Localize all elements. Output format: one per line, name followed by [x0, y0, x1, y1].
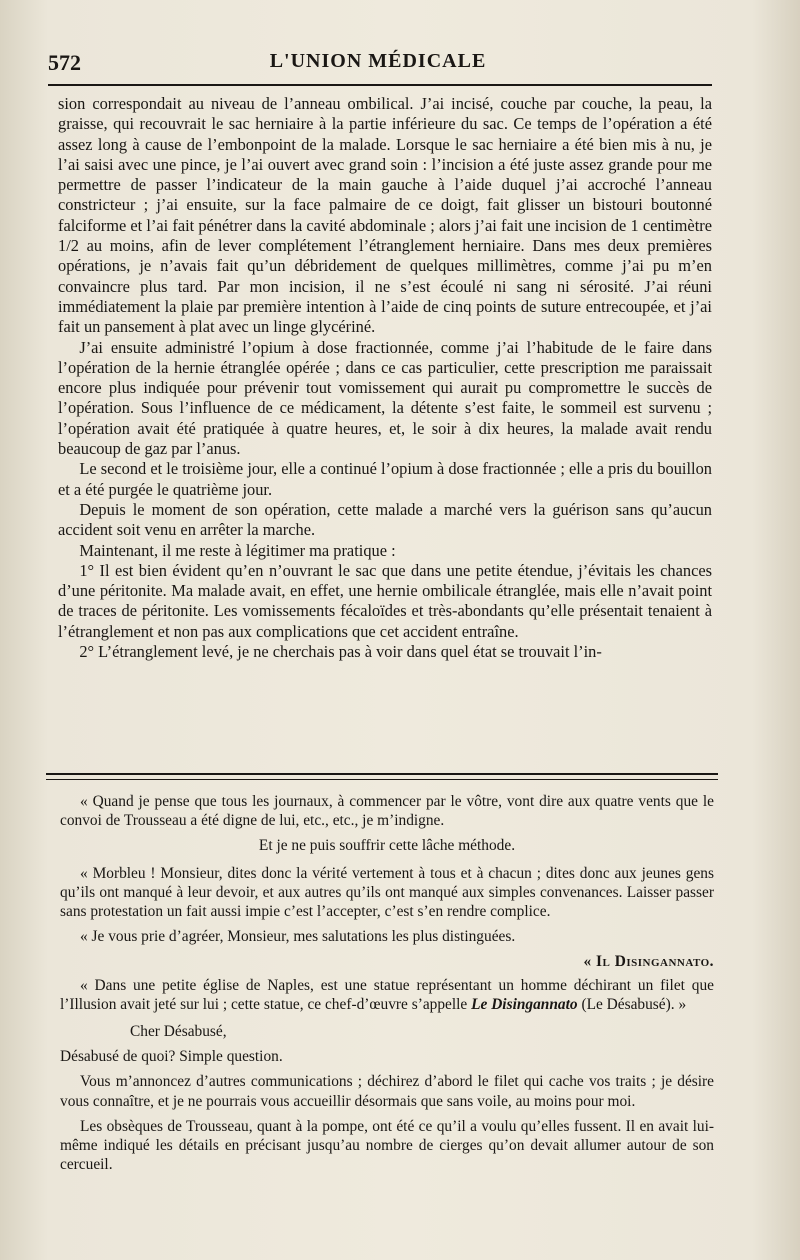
letter-paragraph: « Morbleu ! Monsieur, dites donc la vérité vertement à tous et à chacun ; dites donc aux jeunes gens qu’ils ont manqué à leur devoir, et aux autres qu’ils ont manqué aux simples convenances. Laisser passer sans protestation un fait aussi impie c’est l’accepter, c’est s’en rendre complice.: [60, 864, 714, 921]
salutation: Cher Désabusé,: [130, 1023, 227, 1041]
page-header: [48, 44, 708, 82]
article-body: [58, 94, 712, 662]
letter-paragraph: [60, 976, 714, 1014]
letter-paragraph: « Je vous prie d’agréer, Monsieur, mes salutations les plus distinguées.: [80, 928, 516, 946]
body-paragraph: 1° Il est bien évident qu’en n’ouvrant le sac que dans une petite étendue, j’évitais les chances d’une péritonite. Ma malade avait, en effet, une hernie ombilicale étranglée, mais elle n’avait point de traces de péritonite. Les vomissements fécaloïdes et très-abondants qu’elle présentait tenaient à l’étranglement et non pas aux complications que cet accident entraîne.: [58, 560, 712, 641]
statue-name: Le Disingannato: [471, 995, 578, 1013]
reply-paragraph: Désabusé de quoi? Simple question.: [60, 1048, 283, 1066]
body-paragraph: sion correspondait au niveau de l’anneau ombilical. J’ai incisé, couche par couche, la peau, la graisse, qui recouvrait le sac herniaire à la partie inférieure du sac. Ce temps de l’opération a été assez long à cause de l’embonpoint de la malade. Lorsque le sac herniaire a été bien mis à nu, je l’ai saisi avec une pince, je l’ai ouvert avec grand soin : l’incision a été juste assez grande pour me permettre de passer l’indicateur de la main gauche à l’aide duquel j’ai accroché l’anneau constricteur ; j’ai ensuite, sur la face palmaire de ce doigt, fait glisser un bistouri boutonné falciforme et l’ai fait pénétrer dans la cavité abdominale ; alors j’ai fait une incision de 1 centimètre 1/2 au moins, afin de lever complétement l’étranglement herniaire. Dans mes deux premières opérations, je n’avais fait qu’un débridement de quelques millimètres, comme j’ai pu m’en convaincre plus tard. Par mon incision, il ne s’est écoulé ni sang ni sérosité. J’ai réuni immédiatement la plaie par première intention à l’aide de cinq points de suture entrecoupée, et j’ai fait un pansement à plat avec un linge glycériné.: [58, 94, 712, 337]
running-title: L'UNION MÉDICALE: [269, 50, 487, 72]
quote-text: (Le Désabusé). »: [577, 995, 687, 1013]
signature-line: [60, 952, 714, 971]
quote-text: « Dans une petite église de Naples, est une statue représentant un homme déchirant un filet que l’Illusion avait jeté sur lui ; cette statue, ce chef-d’œuvre s’appelle: [60, 976, 714, 1013]
letter-signature: « Il Disingannato.: [583, 953, 714, 971]
reply-paragraph: Vous m’annoncez d’autres communications ; déchirez d’abord le filet qui cache vos traits ; je désire vous connaître, et je ne pourrais vous accueillir désormais que sans voile, au moins pour moi.: [60, 1073, 714, 1110]
reply-paragraph: Les obsèques de Trousseau, quant à la pompe, ont été ce qu’il a voulu qu’elles fussent. Il en avait lui-même indiqué les détails en précisant jusqu’au nombre de cierges qu’on devait allumer autour de son cercueil.: [60, 1117, 714, 1174]
body-paragraph: J’ai ensuite administré l’opium à dose fractionnée, comme j’ai l’habitude de le faire dans l’opération de la hernie étranglée opérée ; dans ce cas particulier, cette prescription me paraissait encore plus indiquée pour prévenir tout vomissement qui aurait pu compromettre le succès de l’opération. Sous l’influence de ce médicament, la détente s’est faite, le sommeil est survenu ; l’opération avait été pratiquée à quatre heures, et, le soir à dix heures, la malade avait rendu beaucoup de gaz par l’anus.: [58, 337, 712, 459]
header-rule: [48, 84, 712, 86]
feuilleton-section: [60, 792, 714, 1180]
body-paragraph: Le second et le troisième jour, elle a continué l’opium à dose fractionnée ; elle a pris du bouillon et a été purgée le quatrième jour.: [58, 459, 712, 499]
body-paragraph: Maintenant, il me reste à légitimer ma pratique :: [79, 540, 396, 560]
feuilleton-separator: [46, 773, 718, 780]
body-paragraph: Depuis le moment de son opération, cette malade a marché vers la guérison sans qu’aucun accident soit venu en arrêter la marche.: [58, 499, 712, 540]
letter-paragraph: « Quand je pense que tous les journaux, à commencer par le vôtre, vont dire aux quatre vents que le convoi de Trousseau a été digne de lui, etc., etc., je m’indigne.: [60, 793, 714, 830]
page-number: 572: [48, 50, 81, 75]
letter-paragraph: Et je ne puis souffrir cette lâche méthode.: [258, 837, 516, 855]
body-paragraph: 2° L’étranglement levé, je ne cherchais pas à voir dans quel état se trouvait l’in-: [79, 642, 602, 662]
